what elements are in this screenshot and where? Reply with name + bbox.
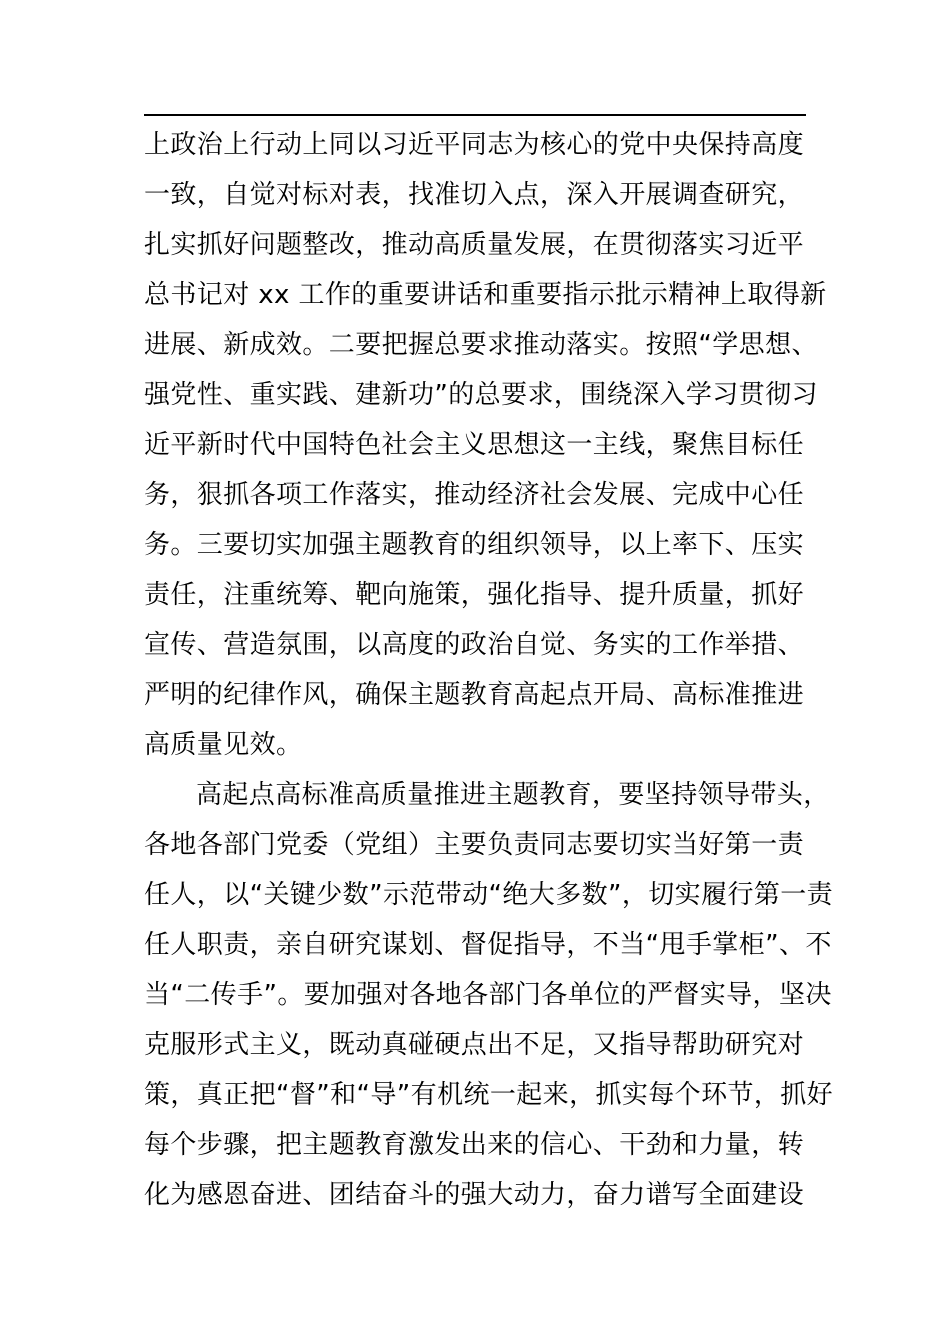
text-line: 上政治上行动上同以习近平同志为核心的党中央保持高度: [144, 130, 805, 160]
text-line: 策，真正把“督”和“导”有机统一起来，抓实每个环节，抓好: [144, 1080, 834, 1110]
text-line: 务，狠抓各项工作落实，推动经济社会发展、完成中心任: [144, 480, 805, 510]
text-line: 责任，注重统筹、靶向施策，强化指导、提升质量，抓好: [144, 580, 805, 610]
text-line: 当“二传手”。要加强对各地各部门各单位的严督实导，坚决: [144, 980, 832, 1010]
paragraph-2: [144, 770, 844, 1220]
text-line: 一致，自觉对标对表，找准切入点，深入开展调查研究，: [144, 180, 805, 210]
text-line: 宣传、营造氛围，以高度的政治自觉、务实的工作举措、: [144, 630, 805, 660]
document-body: [144, 120, 844, 1220]
text-line: 总书记对 xx 工作的重要讲话和重要指示批示精神上取得新: [144, 280, 827, 310]
text-line: 近平新时代中国特色社会主义思想这一主线，聚焦目标任: [144, 430, 805, 460]
text-line: 扎实抓好问题整改，推动高质量发展，在贯彻落实习近平: [144, 230, 805, 260]
text-line: 强党性、重实践、建新功”的总要求，围绕深入学习贯彻习: [144, 380, 818, 410]
text-line: 高起点高标准高质量推进主题教育，要坚持领导带头，: [196, 780, 830, 810]
text-line: 每个步骤，把主题教育激发出来的信心、干劲和力量，转: [144, 1130, 805, 1160]
text-line: 务。三要切实加强主题教育的组织领导，以上率下、压实: [144, 530, 805, 560]
text-line: 严明的纪律作风，确保主题教育高起点开局、高标准推进: [144, 680, 805, 710]
text-line: 高质量见效。: [144, 730, 303, 760]
text-line: 任人职责，亲自研究谋划、督促指导，不当“甩手掌柜”、不: [144, 930, 832, 960]
text-line: 进展、新成效。二要把握总要求推动落实。按照“学思想、: [144, 330, 818, 360]
text-line: 任人，以“关键少数”示范带动“绝大多数”，切实履行第一责: [144, 880, 834, 910]
text-line: 化为感恩奋进、团结奋斗的强大动力，奋力谱写全面建设: [144, 1180, 805, 1210]
text-line: 各地各部门党委（党组）主要负责同志要切实当好第一责: [144, 830, 805, 860]
paragraph-1: [144, 120, 844, 770]
text-line: 克服形式主义，既动真碰硬点出不足，又指导帮助研究对: [144, 1030, 805, 1060]
header-rule: [144, 114, 806, 116]
